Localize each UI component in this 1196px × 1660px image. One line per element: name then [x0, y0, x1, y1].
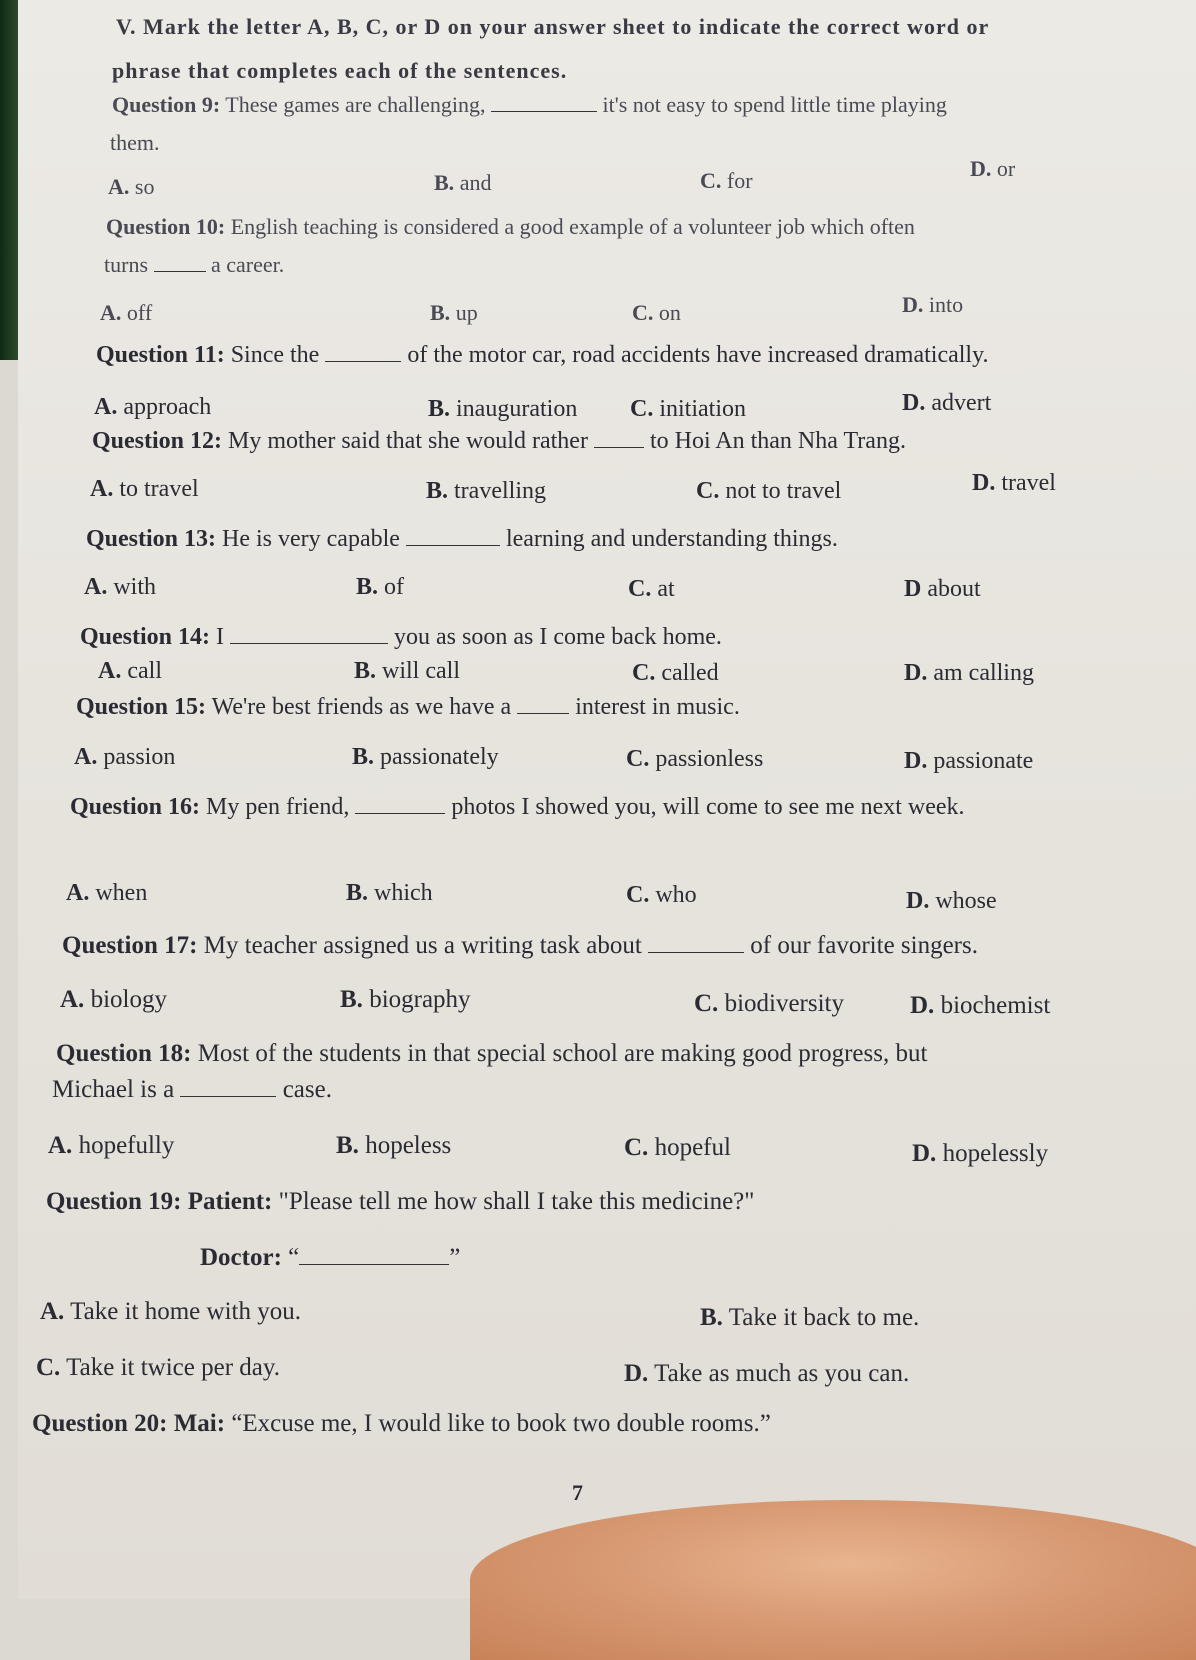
- option-d[interactable]: D about: [904, 576, 981, 602]
- question-17: Question 17: My teacher assigned us a writing task about of our favorite singers.: [62, 932, 978, 959]
- option-b[interactable]: B. hopeless: [336, 1132, 452, 1159]
- question-15: Question 15: We're best friends as we have a interest in music.: [76, 694, 740, 720]
- answer-blank[interactable]: [355, 813, 445, 814]
- question-12: Question 12: My mother said that she would rather to Hoi An than Nha Trang.: [92, 428, 906, 454]
- option-c[interactable]: C. for: [700, 168, 753, 193]
- option-a[interactable]: A. to travel: [90, 476, 199, 502]
- option-d[interactable]: D. passionate: [904, 748, 1034, 774]
- option-b[interactable]: B. Take it back to me.: [700, 1304, 920, 1331]
- option-b[interactable]: B. biography: [340, 986, 471, 1013]
- question-text: English teaching is considered a good example of a volunteer job which often: [230, 214, 915, 239]
- doctor-line: Doctor: “ ”: [200, 1244, 461, 1271]
- worksheet-page: [18, 0, 1196, 1599]
- question-10-cont: turns a career.: [104, 252, 285, 277]
- question-19: Question 19: Patient: "Please tell me how shall I take this medicine?": [46, 1188, 755, 1215]
- question-18: Question 18: Most of the students in that special school are making good progress, but: [56, 1040, 928, 1067]
- option-d[interactable]: D. advert: [902, 390, 992, 416]
- option-c[interactable]: C. called: [632, 660, 719, 686]
- option-a[interactable]: A. passion: [74, 744, 176, 770]
- option-b[interactable]: B. of: [356, 574, 405, 600]
- question-9-cont: them.: [110, 130, 160, 155]
- answer-blank[interactable]: [491, 111, 597, 112]
- option-d[interactable]: D. am calling: [904, 660, 1034, 686]
- finger: [470, 1500, 1196, 1660]
- option-a[interactable]: A. off: [100, 300, 153, 325]
- question-text: it's not easy to spend little time playing: [602, 92, 947, 117]
- answer-blank[interactable]: [406, 545, 500, 546]
- option-b[interactable]: B. will call: [354, 658, 460, 684]
- answer-blank[interactable]: [325, 361, 401, 362]
- option-a[interactable]: A. so: [108, 174, 155, 199]
- question-text: These games are challenging,: [225, 92, 486, 117]
- option-c[interactable]: C. hopeful: [624, 1134, 731, 1161]
- section-instruction-cont: phrase that completes each of the sentences.: [112, 58, 568, 83]
- option-a[interactable]: A. approach: [94, 394, 212, 420]
- answer-blank[interactable]: [299, 1264, 449, 1265]
- page-number: 7: [572, 1480, 583, 1505]
- answer-blank[interactable]: [180, 1096, 276, 1097]
- question-14: Question 14: I you as soon as I come back home.: [80, 624, 722, 650]
- option-a[interactable]: A. when: [66, 880, 148, 906]
- option-c[interactable]: C. on: [632, 300, 681, 325]
- option-c[interactable]: C. at: [628, 576, 675, 602]
- option-c[interactable]: C. biodiversity: [694, 990, 844, 1017]
- answer-blank[interactable]: [154, 271, 206, 272]
- option-b[interactable]: B. and: [434, 170, 492, 195]
- option-b[interactable]: B. passionately: [352, 744, 499, 770]
- option-b[interactable]: B. inauguration: [428, 396, 578, 422]
- question-18-cont: Michael is a case.: [52, 1076, 332, 1103]
- answer-blank[interactable]: [648, 952, 744, 953]
- question-13: Question 13: He is very capable learning and understanding things.: [86, 526, 838, 552]
- question-10: [106, 214, 915, 240]
- question-16: Question 16: My pen friend, photos I showed you, will come to see me next week.: [70, 794, 965, 820]
- option-d[interactable]: D. into: [902, 292, 964, 317]
- answer-blank[interactable]: [594, 447, 644, 448]
- option-a[interactable]: A. call: [98, 658, 162, 684]
- option-a[interactable]: A. biology: [60, 986, 167, 1013]
- option-c[interactable]: C. not to travel: [696, 478, 842, 504]
- question-label: Question 10:: [106, 214, 226, 239]
- question-20: Question 20: Mai: “Excuse me, I would like to book two double rooms.”: [32, 1410, 771, 1437]
- option-c[interactable]: C. who: [626, 882, 697, 908]
- option-b[interactable]: B. travelling: [426, 478, 546, 504]
- question-11: Question 11: Since the of the motor car, road accidents have increased dramatically.: [96, 342, 989, 368]
- option-c[interactable]: C. Take it twice per day.: [36, 1354, 281, 1381]
- option-d[interactable]: D. whose: [906, 888, 997, 914]
- option-d[interactable]: D. travel: [972, 470, 1056, 496]
- option-a[interactable]: A. Take it home with you.: [40, 1298, 301, 1325]
- option-c[interactable]: C. initiation: [630, 396, 747, 422]
- book-edge: [0, 0, 18, 360]
- option-d[interactable]: D. or: [970, 156, 1016, 181]
- option-a[interactable]: A. with: [84, 574, 157, 600]
- option-b[interactable]: B. up: [430, 300, 478, 325]
- section-instruction: V. Mark the letter A, B, C, or D on your answer sheet to indicate the correct word or: [116, 14, 990, 39]
- option-b[interactable]: B. which: [346, 880, 433, 906]
- option-d[interactable]: D. biochemist: [910, 992, 1051, 1019]
- question-label: Question 9:: [112, 92, 221, 117]
- option-d[interactable]: D. hopelessly: [912, 1140, 1049, 1167]
- answer-blank[interactable]: [230, 643, 388, 644]
- answer-blank[interactable]: [517, 713, 569, 714]
- option-d[interactable]: D. Take as much as you can.: [624, 1360, 910, 1387]
- question-9: [112, 92, 947, 118]
- option-c[interactable]: C. passionless: [626, 746, 764, 772]
- option-a[interactable]: A. hopefully: [48, 1132, 175, 1159]
